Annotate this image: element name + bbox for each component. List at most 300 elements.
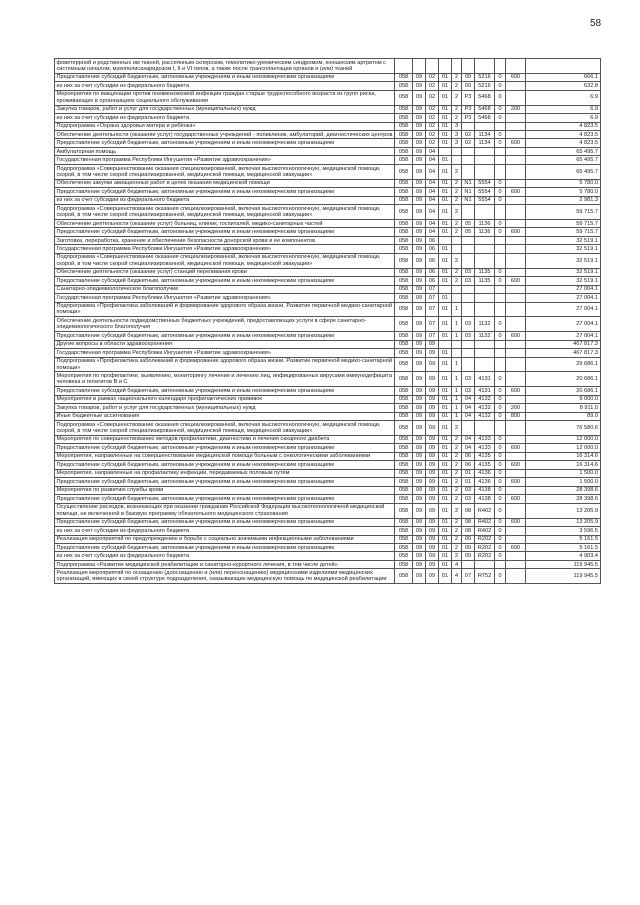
- cell-program: 01: [439, 486, 452, 494]
- cell-subsection: 04: [426, 188, 439, 196]
- cell-subprogram: 2: [452, 461, 462, 469]
- cell-description: Мероприятия, направленные на профилактику инфекции, передаваемых половым путём: [55, 469, 395, 477]
- cell-direction-suffix: 0: [495, 469, 506, 477]
- cell-activity: 03: [462, 277, 475, 285]
- cell-activity: P3: [462, 90, 475, 105]
- cell-expense-type: [506, 59, 526, 74]
- cell-amount: 20 686.1: [526, 372, 601, 387]
- cell-direction: 4138: [475, 495, 495, 503]
- cell-description: Подпрограмма «Совершенствование оказания специализированной, включая высокотехнологичную, медицинской помощи, скорой, в том числе скорой специализированной, медицинской помощи, медицинской эвакуации»: [55, 253, 395, 268]
- cell-direction-suffix: 0: [495, 544, 506, 552]
- cell-amount: 119 945.5: [526, 560, 601, 568]
- cell-direction-suffix: 0: [495, 478, 506, 486]
- cell-subprogram: 4: [452, 560, 462, 568]
- cell-subsection: 06: [426, 268, 439, 276]
- cell-ministry-code: 058: [395, 277, 413, 285]
- cell-amount: 6.9: [526, 90, 601, 105]
- cell-ministry-code: 058: [395, 147, 413, 155]
- cell-subsection: 02: [426, 82, 439, 90]
- cell-activity: [462, 357, 475, 372]
- cell-subsection: 06: [426, 245, 439, 253]
- cell-amount: 16 314.6: [526, 452, 601, 460]
- cell-direction-suffix: [495, 164, 506, 179]
- cell-section: 09: [413, 560, 426, 568]
- cell-expense-type: [506, 205, 526, 220]
- cell-section: 09: [413, 156, 426, 164]
- cell-description: Предоставление субсидий бюджетным, автономным учреждениям и иным некоммерческим организациям: [55, 478, 395, 486]
- cell-section: 09: [413, 495, 426, 503]
- cell-program: 01: [439, 357, 452, 372]
- cell-subprogram: 2: [452, 179, 462, 187]
- cell-direction-suffix: [495, 205, 506, 220]
- cell-direction-suffix: 0: [495, 435, 506, 443]
- cell-section: 09: [413, 196, 426, 204]
- cell-section: 09: [413, 317, 426, 332]
- cell-section: 09: [413, 130, 426, 138]
- cell-amount: 1 500.0: [526, 478, 601, 486]
- table-row: [55, 253, 601, 268]
- cell-subprogram: 3: [452, 130, 462, 138]
- cell-subprogram: 2: [452, 90, 462, 105]
- cell-program: [439, 59, 452, 74]
- cell-direction: 4132: [475, 412, 495, 420]
- cell-expense-type: [506, 395, 526, 403]
- cell-ministry-code: 058: [395, 404, 413, 412]
- cell-expense-type: [506, 560, 526, 568]
- cell-direction-suffix: 0: [495, 518, 506, 526]
- cell-amount: 4 823.5: [526, 139, 601, 147]
- cell-expense-type: 600: [506, 495, 526, 503]
- cell-program: 01: [439, 196, 452, 204]
- cell-subprogram: 3: [452, 139, 462, 147]
- cell-description: из них за счет субсидии из федерального бюджета: [55, 114, 395, 122]
- cell-subprogram: 1: [452, 372, 462, 387]
- cell-subprogram: 1: [452, 395, 462, 403]
- cell-subsection: 04: [426, 164, 439, 179]
- cell-subsection: 09: [426, 560, 439, 568]
- cell-amount: 65 495.7: [526, 147, 601, 155]
- cell-direction: 1132: [475, 332, 495, 340]
- cell-direction: 5468: [475, 114, 495, 122]
- cell-subsection: 09: [426, 569, 439, 584]
- cell-section: 09: [413, 444, 426, 452]
- table-row: [55, 421, 601, 436]
- cell-subsection: 09: [426, 387, 439, 395]
- cell-section: 09: [413, 105, 426, 113]
- cell-direction-suffix: 0: [495, 188, 506, 196]
- cell-ministry-code: 058: [395, 395, 413, 403]
- table-row: [55, 164, 601, 179]
- cell-activity: [462, 560, 475, 568]
- cell-activity: P3: [462, 114, 475, 122]
- cell-direction: 5554: [475, 179, 495, 187]
- table-row: [55, 332, 601, 340]
- cell-amount: 8 911.0: [526, 404, 601, 412]
- cell-subsection: 09: [426, 535, 439, 543]
- cell-ministry-code: 058: [395, 372, 413, 387]
- cell-direction: R402: [475, 518, 495, 526]
- cell-expense-type: 600: [506, 518, 526, 526]
- cell-ministry-code: 058: [395, 285, 413, 293]
- cell-activity: P3: [462, 105, 475, 113]
- cell-subprogram: 2: [452, 503, 462, 518]
- cell-description: Предоставление субсидий бюджетным, автономным учреждениям и иным некоммерческим организациям: [55, 518, 395, 526]
- cell-section: 09: [413, 188, 426, 196]
- cell-subsection: 09: [426, 412, 439, 420]
- cell-subsection: 09: [426, 495, 439, 503]
- cell-ministry-code: 058: [395, 73, 413, 81]
- cell-direction-suffix: [495, 147, 506, 155]
- cell-expense-type: [506, 486, 526, 494]
- cell-direction: 1135: [475, 268, 495, 276]
- cell-description: Подпрограмма «Профилактика заболеваний и формирование здорового образа жизни. Развитие первичной медико-санитарной помощи»: [55, 357, 395, 372]
- cell-ministry-code: 058: [395, 82, 413, 90]
- table-row: [55, 105, 601, 113]
- cell-subprogram: 2: [452, 205, 462, 220]
- cell-amount: 29 686.1: [526, 357, 601, 372]
- cell-activity: 07: [462, 569, 475, 584]
- cell-amount: 27 004.1: [526, 317, 601, 332]
- cell-amount: 12 000.0: [526, 435, 601, 443]
- cell-amount: 12 000.0: [526, 444, 601, 452]
- cell-direction: 4138: [475, 486, 495, 494]
- cell-description: Подпрограмма «Развитие медицинской реабилитации и санаторно-курортного лечения, в том числе детей»: [55, 560, 395, 568]
- cell-direction: 4132: [475, 404, 495, 412]
- cell-program: 01: [439, 421, 452, 436]
- cell-section: 09: [413, 268, 426, 276]
- cell-direction-suffix: 0: [495, 90, 506, 105]
- cell-ministry-code: 058: [395, 179, 413, 187]
- cell-expense-type: [506, 179, 526, 187]
- cell-subprogram: 2: [452, 486, 462, 494]
- cell-amount: 4 903.4: [526, 552, 601, 560]
- cell-section: 09: [413, 340, 426, 348]
- cell-subprogram: 2: [452, 105, 462, 113]
- cell-section: 09: [413, 122, 426, 130]
- cell-program: 01: [439, 114, 452, 122]
- cell-subsection: 04: [426, 156, 439, 164]
- cell-program: 01: [439, 253, 452, 268]
- cell-activity: 03: [462, 387, 475, 395]
- cell-subsection: 04: [426, 147, 439, 155]
- cell-section: 09: [413, 245, 426, 253]
- cell-ministry-code: 058: [395, 452, 413, 460]
- cell-subsection: [426, 59, 439, 74]
- table-row: [55, 544, 601, 552]
- cell-subsection: 09: [426, 404, 439, 412]
- cell-expense-type: 600: [506, 139, 526, 147]
- cell-subprogram: 2: [452, 228, 462, 236]
- cell-direction-suffix: 0: [495, 527, 506, 535]
- cell-program: 01: [439, 164, 452, 179]
- cell-expense-type: [506, 147, 526, 155]
- cell-description: Предоставление субсидий бюджетным, автономным учреждениям и иным некоммерческим организациям: [55, 228, 395, 236]
- cell-subsection: 06: [426, 277, 439, 285]
- cell-description: Государственная программа Республики Ингушетия «Развитие здравоохранения»: [55, 245, 395, 253]
- cell-expense-type: 600: [506, 444, 526, 452]
- cell-subprogram: 2: [452, 164, 462, 179]
- cell-program: 01: [439, 535, 452, 543]
- cell-ministry-code: 058: [395, 552, 413, 560]
- cell-expense-type: [506, 372, 526, 387]
- cell-activity: 06: [462, 461, 475, 469]
- cell-expense-type: [506, 357, 526, 372]
- cell-direction-suffix: [495, 156, 506, 164]
- cell-program: [439, 340, 452, 348]
- cell-description: Предоставление субсидий бюджетным, автономным учреждениям и иным некоммерческим организациям: [55, 139, 395, 147]
- cell-activity: [462, 156, 475, 164]
- cell-subprogram: [452, 236, 462, 244]
- cell-activity: 03: [462, 495, 475, 503]
- cell-subsection: 09: [426, 372, 439, 387]
- table-row: [55, 518, 601, 526]
- cell-direction: [475, 164, 495, 179]
- cell-program: 01: [439, 395, 452, 403]
- table-row: [55, 59, 601, 74]
- cell-program: 01: [439, 560, 452, 568]
- cell-section: 09: [413, 395, 426, 403]
- cell-subprogram: [452, 340, 462, 348]
- table-row: [55, 73, 601, 81]
- cell-program: 01: [439, 105, 452, 113]
- cell-subsection: 09: [426, 349, 439, 357]
- cell-activity: 03: [462, 332, 475, 340]
- cell-ministry-code: 058: [395, 268, 413, 276]
- cell-subsection: 09: [426, 552, 439, 560]
- cell-description: Предоставление субсидий бюджетным, автономным учреждениям и иным некоммерческим организациям: [55, 444, 395, 452]
- cell-section: 09: [413, 219, 426, 227]
- cell-expense-type: 200: [506, 105, 526, 113]
- cell-activity: [462, 245, 475, 253]
- cell-description: Обеспечение деятельности (оказание услуг) станций переливания крови: [55, 268, 395, 276]
- cell-program: 01: [439, 372, 452, 387]
- cell-description: Обеспечение деятельности (оказание услуг) больниц, клиник, госпиталей, медико-санитарных частей: [55, 219, 395, 227]
- cell-ministry-code: 058: [395, 245, 413, 253]
- cell-direction: [475, 156, 495, 164]
- cell-ministry-code: 058: [395, 302, 413, 317]
- cell-subprogram: 2: [452, 435, 462, 443]
- cell-program: 01: [439, 503, 452, 518]
- cell-direction: 1136: [475, 219, 495, 227]
- cell-amount: 32 519.1: [526, 253, 601, 268]
- cell-expense-type: [506, 421, 526, 436]
- cell-direction-suffix: 0: [495, 219, 506, 227]
- cell-subprogram: 2: [452, 188, 462, 196]
- cell-subsection: 07: [426, 285, 439, 293]
- cell-activity: 03: [462, 317, 475, 332]
- cell-program: 01: [439, 444, 452, 452]
- cell-direction: [475, 122, 495, 130]
- cell-direction-suffix: 0: [495, 404, 506, 412]
- cell-ministry-code: 058: [395, 332, 413, 340]
- table-row: [55, 268, 601, 276]
- cell-activity: [462, 147, 475, 155]
- cell-direction-suffix: 0: [495, 73, 506, 81]
- cell-description: Реализация мероприятий по предупреждению и борьбе с социально значимыми инфекционными заболеваниями: [55, 535, 395, 543]
- cell-subsection: 09: [426, 421, 439, 436]
- cell-description: из них за счет субсидии из федерального бюджета: [55, 82, 395, 90]
- cell-activity: [462, 236, 475, 244]
- cell-section: 09: [413, 478, 426, 486]
- table-row: [55, 349, 601, 357]
- cell-description: Мероприятия по развитию службы крови: [55, 486, 395, 494]
- table-row: [55, 90, 601, 105]
- cell-ministry-code: 058: [395, 560, 413, 568]
- cell-ministry-code: 058: [395, 196, 413, 204]
- cell-activity: [462, 164, 475, 179]
- cell-subprogram: 1: [452, 317, 462, 332]
- cell-direction: R402: [475, 527, 495, 535]
- table-row: [55, 478, 601, 486]
- table-row: [55, 452, 601, 460]
- cell-direction: [475, 245, 495, 253]
- cell-amount: 632.8: [526, 82, 601, 90]
- cell-description: Мероприятия по совершенствованию методов профилактики, диагностики и лечения сахарного диабета: [55, 435, 395, 443]
- cell-section: 09: [413, 285, 426, 293]
- cell-subsection: 09: [426, 444, 439, 452]
- cell-direction: 5554: [475, 196, 495, 204]
- cell-expense-type: [506, 349, 526, 357]
- cell-direction: [475, 340, 495, 348]
- cell-activity: 09: [462, 544, 475, 552]
- cell-amount: [526, 59, 601, 74]
- cell-description: фоветеррной и родственных им тканей, рассеянным склерозом, гемолитико-уремическим синдромом, юношеским артритом с системным началом, мукополисахаридозом I, II и VI типов, а также после трансплантации органов и (или) тканей: [55, 59, 395, 74]
- cell-ministry-code: 058: [395, 535, 413, 543]
- cell-expense-type: 600: [506, 277, 526, 285]
- cell-program: [439, 236, 452, 244]
- cell-activity: 04: [462, 395, 475, 403]
- cell-expense-type: [506, 268, 526, 276]
- cell-subsection: 09: [426, 461, 439, 469]
- cell-amount: 4 823.5: [526, 122, 601, 130]
- cell-direction: 4136: [475, 478, 495, 486]
- cell-expense-type: [506, 527, 526, 535]
- cell-description: Обеспечение деятельности (оказание услуг) государственных учреждений - поликлиник, амбулаторий, диагностических центров: [55, 130, 395, 138]
- table-row: [55, 357, 601, 372]
- cell-description: из них за счет субсидии из федерального бюджета: [55, 552, 395, 560]
- cell-subprogram: 1: [452, 412, 462, 420]
- cell-subprogram: [452, 349, 462, 357]
- cell-section: 09: [413, 236, 426, 244]
- cell-program: 01: [439, 435, 452, 443]
- cell-ministry-code: 058: [395, 188, 413, 196]
- cell-expense-type: [506, 164, 526, 179]
- cell-program: 01: [439, 268, 452, 276]
- cell-activity: 04: [462, 444, 475, 452]
- cell-subsection: 09: [426, 544, 439, 552]
- cell-description: Другие вопросы в области здравоохранения: [55, 340, 395, 348]
- cell-amount: 5 161.5: [526, 535, 601, 543]
- cell-section: 09: [413, 404, 426, 412]
- cell-program: 01: [439, 569, 452, 584]
- cell-amount: 1 500.0: [526, 469, 601, 477]
- cell-direction-suffix: [495, 302, 506, 317]
- cell-subprogram: 3: [452, 122, 462, 130]
- table-row: [55, 130, 601, 138]
- cell-ministry-code: 058: [395, 435, 413, 443]
- cell-subsection: 09: [426, 395, 439, 403]
- cell-activity: [462, 302, 475, 317]
- cell-ministry-code: 058: [395, 486, 413, 494]
- cell-amount: 467 817.3: [526, 349, 601, 357]
- cell-amount: 9 000.0: [526, 395, 601, 403]
- cell-subsection: 07: [426, 294, 439, 302]
- cell-description: Предоставление субсидий бюджетным, автономным учреждениям и иным некоммерческим организациям: [55, 188, 395, 196]
- cell-ministry-code: [395, 59, 413, 74]
- cell-subprogram: 1: [452, 404, 462, 412]
- cell-direction: 4131: [475, 372, 495, 387]
- cell-direction: [475, 236, 495, 244]
- cell-amount: 59 715.7: [526, 228, 601, 236]
- cell-direction-suffix: 0: [495, 552, 506, 560]
- cell-expense-type: 600: [506, 478, 526, 486]
- cell-expense-type: [506, 285, 526, 293]
- cell-program: 01: [439, 130, 452, 138]
- cell-program: 01: [439, 139, 452, 147]
- cell-subsection: 09: [426, 340, 439, 348]
- cell-description: Предоставление субсидий бюджетным, автономным учреждениям и иным некоммерческим организациям: [55, 277, 395, 285]
- cell-direction-suffix: [495, 560, 506, 568]
- cell-activity: N1: [462, 179, 475, 187]
- cell-amount: 59 715.7: [526, 205, 601, 220]
- cell-expense-type: [506, 435, 526, 443]
- cell-amount: 13 205.9: [526, 503, 601, 518]
- cell-amount: 4 823.5: [526, 130, 601, 138]
- cell-expense-type: [506, 156, 526, 164]
- cell-direction: R202: [475, 552, 495, 560]
- cell-program: 01: [439, 245, 452, 253]
- cell-activity: [462, 421, 475, 436]
- cell-expense-type: [506, 469, 526, 477]
- table-row: [55, 188, 601, 196]
- cell-description: Осуществление расходов, возникающих при оказании гражданам Российской Федерации высокотехнологичной медицинской помощи, не включенной в базовую программу обязательного медицинского страхования: [55, 503, 395, 518]
- cell-program: 01: [439, 478, 452, 486]
- cell-expense-type: [506, 302, 526, 317]
- table-row: [55, 285, 601, 293]
- cell-expense-type: [506, 219, 526, 227]
- cell-direction-suffix: 0: [495, 372, 506, 387]
- cell-ministry-code: 058: [395, 114, 413, 122]
- cell-activity: 04: [462, 435, 475, 443]
- cell-direction-suffix: [495, 349, 506, 357]
- cell-direction-suffix: [495, 357, 506, 372]
- cell-program: 01: [439, 156, 452, 164]
- cell-description: Подпрограмма «Совершенствование оказания специализированной, включая высокотехнологичную, медицинской помощи, скорой, в том числе скорой специализированной, медицинской помощи, медицинской эвакуации»: [55, 164, 395, 179]
- cell-description: из них за счет субсидии из федерального бюджета: [55, 196, 395, 204]
- cell-direction: [475, 302, 495, 317]
- cell-ministry-code: 058: [395, 105, 413, 113]
- cell-subprogram: [452, 285, 462, 293]
- cell-section: 09: [413, 569, 426, 584]
- table-row: [55, 302, 601, 317]
- cell-subprogram: 2: [452, 495, 462, 503]
- cell-program: 01: [439, 552, 452, 560]
- cell-direction: 1134: [475, 130, 495, 138]
- table-row: [55, 317, 601, 332]
- cell-amount: 5 780.0: [526, 188, 601, 196]
- cell-subsection: 02: [426, 105, 439, 113]
- cell-amount: 89.0: [526, 412, 601, 420]
- cell-direction-suffix: 0: [495, 452, 506, 460]
- cell-direction: 4131: [475, 387, 495, 395]
- table-row: [55, 156, 601, 164]
- cell-direction: [475, 349, 495, 357]
- cell-expense-type: 600: [506, 461, 526, 469]
- cell-section: 09: [413, 294, 426, 302]
- cell-subprogram: [452, 59, 462, 74]
- table-row: [55, 495, 601, 503]
- cell-section: 09: [413, 461, 426, 469]
